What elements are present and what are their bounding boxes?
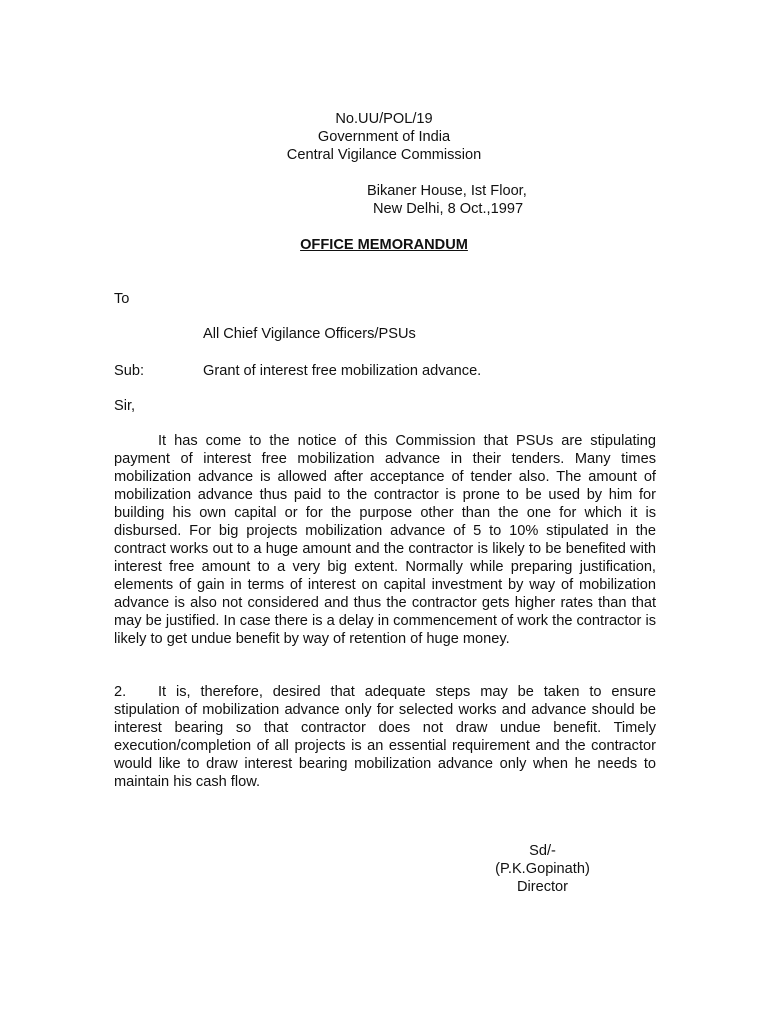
government-line: Government of India	[317, 129, 451, 145]
salutation: Sir,	[114, 398, 136, 414]
subject-text: Grant of interest free mobilization advance.	[203, 363, 482, 379]
signature-designation: Director	[516, 879, 569, 895]
recipient: All Chief Vigilance Officers/PSUs	[203, 326, 416, 342]
body-paragraph-2	[114, 683, 656, 791]
paragraph-2-number: 2.	[114, 684, 127, 700]
memo-title	[0, 236, 768, 254]
body-paragraph-1	[114, 432, 656, 648]
signature-name: (P.K.Gopinath)	[495, 861, 590, 877]
reference-number: No.UU/POL/19	[335, 111, 433, 127]
memo-title-text: OFFICE MEMORANDUM	[300, 237, 468, 253]
subject-label: Sub:	[114, 363, 145, 379]
paragraph-2-text: It is, therefore, desired that adequate steps may be taken to ensure stipulation of mobilization advance only for selected works and advance should be interest bearing so that contractor does not draw undue benefit. Timely execution/completion of all projects is an essential requirement and the contractor would like to draw interest bearing mobilization advance only when he needs to maintain his cash flow.	[114, 684, 656, 790]
signature-sd: Sd/-	[529, 843, 556, 859]
commission-line: Central Vigilance Commission	[286, 147, 482, 163]
paragraph-1-text: It has come to the notice of this Commission that PSUs are stipulating payment of interest free mobilization advance in their tenders. Many times mobilization advance is allowed after acceptance of tender also. The amount of mobilization advance thus paid to the contractor is prone to be used by him for building his own capital or for the purpose other than the one for which it is disbursed. For big projects mobilization advance of 5 to 10% stipulated in the contract works out to a huge amount and the contractor is likely to be benefited with interest free amount to a very big extent. Normally while preparing justification, elements of gain in terms of interest on capital investment by way of mobilization advance is also not considered and thus the contractor gets higher rates than that may be justified. In case there is a delay in commencement of work the contractor is likely to get undue benefit by way of retention of huge money.	[114, 433, 656, 647]
address-city-date: New Delhi, 8 Oct.,1997	[373, 201, 524, 217]
address-building: Bikaner House, Ist Floor,	[367, 183, 527, 199]
to-label: To	[114, 291, 130, 307]
